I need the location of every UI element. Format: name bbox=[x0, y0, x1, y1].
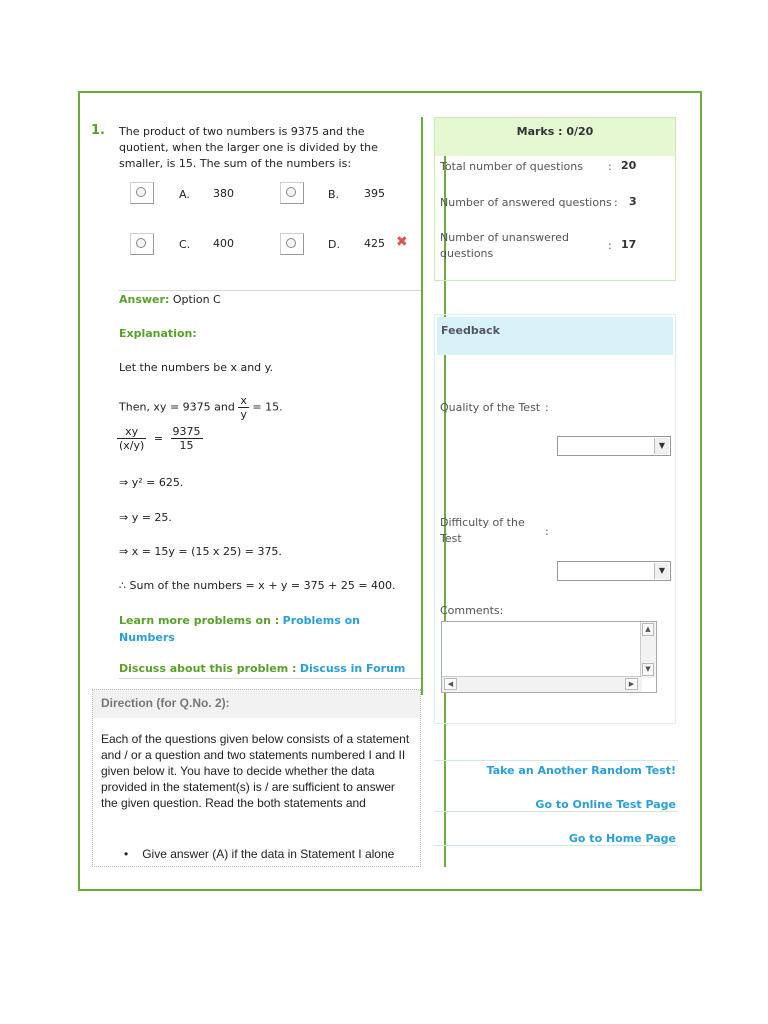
horizontal-scrollbar[interactable] bbox=[442, 676, 642, 692]
discuss-divider bbox=[119, 678, 421, 679]
scroll-right-icon[interactable]: ▶ bbox=[625, 678, 638, 690]
fraction-numerator: x bbox=[240, 394, 247, 407]
explanation-line-5: ⇒ y = 25. bbox=[119, 511, 172, 524]
quality-sep: : bbox=[545, 401, 549, 414]
fraction-denominator: 15 bbox=[179, 439, 194, 452]
stat-total-label: Total number of questions bbox=[440, 160, 583, 173]
option-a-letter: A. bbox=[179, 188, 190, 201]
option-b-radio[interactable] bbox=[280, 182, 304, 204]
column-divider-left bbox=[421, 117, 423, 695]
links-divider-3 bbox=[434, 845, 678, 846]
fraction-numerator: xy bbox=[117, 425, 146, 439]
links-divider-1 bbox=[434, 760, 678, 761]
fraction-numerator: 9375 bbox=[172, 425, 201, 438]
explanation-line-6: ⇒ x = 15y = (15 x 25) = 375. bbox=[119, 545, 282, 558]
wrong-answer-icon: ✖ bbox=[396, 234, 408, 250]
answer-divider bbox=[119, 290, 421, 291]
direction-box bbox=[92, 689, 421, 867]
option-b-letter: B. bbox=[328, 188, 340, 201]
online-test-link[interactable]: Go to Online Test Page bbox=[535, 798, 676, 811]
direction-title: Direction (for Q.No. 2): bbox=[101, 696, 230, 710]
comments-textarea[interactable] bbox=[441, 621, 657, 693]
discuss bbox=[119, 662, 405, 675]
option-a-radio[interactable] bbox=[130, 182, 154, 204]
fraction-denominator: y bbox=[240, 408, 247, 421]
option-d-radio[interactable] bbox=[280, 233, 304, 255]
answer-line bbox=[119, 293, 221, 306]
quality-label: Quality of the Test bbox=[440, 401, 541, 414]
scroll-left-icon[interactable]: ◀ bbox=[444, 678, 457, 690]
feedback-title: Feedback bbox=[441, 324, 500, 337]
question-number: 1. bbox=[91, 123, 105, 138]
explanation-fraction-x-y bbox=[238, 394, 249, 421]
quality-select[interactable] bbox=[557, 436, 671, 456]
option-c-letter: C. bbox=[179, 238, 191, 251]
explanation-line-3 bbox=[117, 425, 203, 452]
answer-value: Option C bbox=[172, 293, 221, 306]
explanation-line-4: ⇒ y² = 625. bbox=[119, 476, 184, 489]
explanation-line-7: ∴ Sum of the numbers = x + y = 375 + 25 = 400. bbox=[119, 579, 396, 592]
explanation-line-2-prefix: Then, xy = 9375 and bbox=[119, 400, 235, 414]
marks-title: Marks : 0/20 bbox=[435, 118, 675, 156]
stat-answered-sep: : bbox=[614, 196, 618, 209]
feedback-header bbox=[437, 317, 673, 355]
explanation-line-2-suffix: = 15. bbox=[252, 400, 283, 414]
stat-unanswered-sep: : bbox=[608, 239, 612, 252]
direction-bullet bbox=[124, 847, 394, 861]
answer-label: Answer: bbox=[119, 293, 170, 306]
stat-answered-value: 3 bbox=[629, 195, 637, 208]
discuss-link[interactable]: Discuss in Forum bbox=[299, 662, 406, 675]
home-link[interactable]: Go to Home Page bbox=[568, 832, 676, 845]
question-text: The product of two numbers is 9375 and the quotient, when the larger one is divided by the smaller, is 15. The sum of the numbers is: bbox=[119, 125, 378, 170]
option-d-value: 425 bbox=[364, 237, 385, 250]
explanation-line-1: Let the numbers be x and y. bbox=[119, 361, 274, 374]
scroll-down-icon[interactable]: ▼ bbox=[642, 663, 654, 676]
explanation-line-2 bbox=[119, 394, 283, 421]
option-c-value: 400 bbox=[213, 237, 234, 250]
learn-more-link[interactable]: Problems on Numbers bbox=[119, 614, 361, 644]
vertical-scrollbar[interactable] bbox=[640, 622, 656, 678]
scroll-up-icon[interactable]: ▲ bbox=[642, 623, 654, 636]
option-c-radio[interactable] bbox=[130, 233, 154, 255]
explanation-fraction-right bbox=[171, 425, 203, 452]
random-test-link[interactable]: Take an Another Random Test! bbox=[486, 764, 676, 777]
chevron-down-icon: ▼ bbox=[654, 438, 669, 454]
direction-header bbox=[93, 690, 420, 718]
stat-unanswered-value: 17 bbox=[621, 238, 637, 251]
discuss-label: Discuss about this problem : bbox=[119, 662, 297, 675]
option-b-value: 395 bbox=[364, 187, 385, 200]
direction-bullet-text: Give answer (A) if the data in Statement I alone bbox=[142, 847, 395, 861]
stat-answered-label: Number of answered questions bbox=[440, 196, 612, 209]
difficulty-label: Difficulty of the Test bbox=[440, 516, 525, 545]
fraction-denominator: (x/y) bbox=[119, 439, 145, 452]
links-divider-2 bbox=[434, 811, 678, 812]
stat-total-sep: : bbox=[608, 160, 612, 173]
learn-more-label: Learn more problems on : bbox=[119, 614, 280, 627]
comments-label: Comments: bbox=[440, 604, 504, 617]
learn-more bbox=[119, 612, 409, 646]
direction-text: Each of the questions given below consists of a statement and / or a question and two statements numbered I and II given below it. You have to decide whether the data provided in the statement(s) is / are sufficient to answer the given question. Read the both statements and bbox=[101, 732, 410, 810]
bullet-icon: • bbox=[124, 847, 129, 861]
equals-sign: = bbox=[153, 431, 164, 445]
explanation-label: Explanation: bbox=[119, 327, 197, 340]
option-d-letter: D. bbox=[328, 238, 340, 251]
chevron-down-icon: ▼ bbox=[654, 563, 669, 579]
difficulty-select[interactable] bbox=[557, 561, 671, 581]
option-a-value: 380 bbox=[213, 187, 234, 200]
stat-total-value: 20 bbox=[621, 159, 637, 172]
difficulty-sep: : bbox=[545, 525, 549, 538]
explanation-fraction-left bbox=[117, 425, 146, 452]
stat-unanswered-label: Number of unanswered questions bbox=[440, 231, 569, 260]
